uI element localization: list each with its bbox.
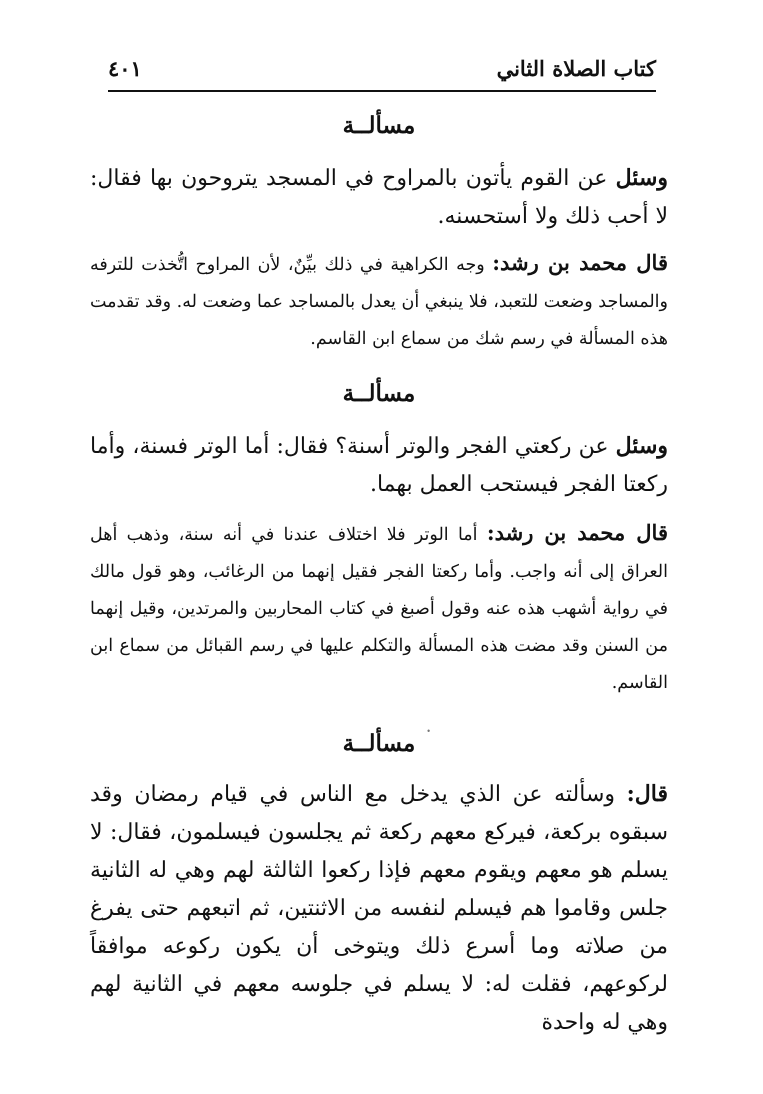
issue-heading: مسألــة — [342, 380, 416, 407]
question-text: عن القوم يأتون بالمراوح في المسجد يتروحون بها فقال: لا أحب ذلك ولا أستحسنه. — [90, 166, 668, 229]
question-paragraph — [90, 427, 668, 504]
commentary-text: أما الوتر فلا اختلاف عندنا في أنه سنة، وذهب أهل العراق إلى أنه واجب. وأما ركعتا الفجر فقيل إنهما من الرغائب، وهو قول مالك في رواية أشهب هذه عنه وقول أصبغ في كتاب المحاربين والمرتدين، وقيل إنهما من السنن وقد مضت هذه المسألة والتكلم عليها في رسم القبائل من سماع ابن القاسم. — [90, 525, 668, 693]
question-text: عن ركعتي الفجر والوتر أسنة؟ فقال: أما الوتر فسنة، وأما ركعتا الفجر فيستحب العمل بهما. — [90, 434, 668, 497]
question-paragraph — [90, 775, 668, 1042]
book-title: كتاب الصلاة الثاني — [496, 56, 656, 81]
question-lead: وسئل — [615, 165, 668, 191]
commentary-paragraph — [90, 514, 668, 702]
page-number: ٤٠١ — [108, 56, 142, 81]
issue-heading: مسألــة — [342, 112, 416, 139]
commentary-lead: قال محمد بن رشد: — [486, 520, 668, 545]
issue-section-1 — [90, 112, 668, 358]
commentary-text: وجه الكراهية في ذلك بيِّنٌ، لأن المراوح اتُّخذت للترفه والمساجد وضعت للتعبد، فلا ينبغي أن يعدل بالمساجد عما وضعت له. وقد تقدمت هذه المسألة في رسم شك من سماع ابن القاسم. — [90, 255, 668, 349]
question-paragraph — [90, 159, 668, 236]
commentary-paragraph — [90, 244, 668, 358]
ornament-mark: • — [426, 727, 431, 736]
issue-section-2 — [90, 380, 668, 702]
issue-section-3 — [90, 730, 668, 1042]
question-lead: قال: — [626, 781, 668, 807]
commentary-lead: قال محمد بن رشد: — [492, 250, 668, 275]
issue-heading: مسألــة — [342, 730, 416, 757]
question-lead: وسئل — [615, 433, 668, 459]
running-head — [108, 52, 656, 92]
question-text: وسألته عن الذي يدخل مع الناس في قيام رمضان وقد سبقوه بركعة، فيركع معهم ركعة ثم يجلسون فيسلمون، فقال: لا يسلم هو معهم ويقوم معهم فإذا ركعوا الثالثة لهم وهي له الثانية جلس وقاموا هم فيسلم لنفسه من الاثنتين، ثم اتبعهم حتى يفرغ من صلاته وما أسرع ذلك ويتوخى أن يكون ركوعه موافقاً لركوعهم، فقلت له: لا يسلم في جلوسه معهم في الثانية لهم وهي له واحدة — [90, 782, 668, 1035]
